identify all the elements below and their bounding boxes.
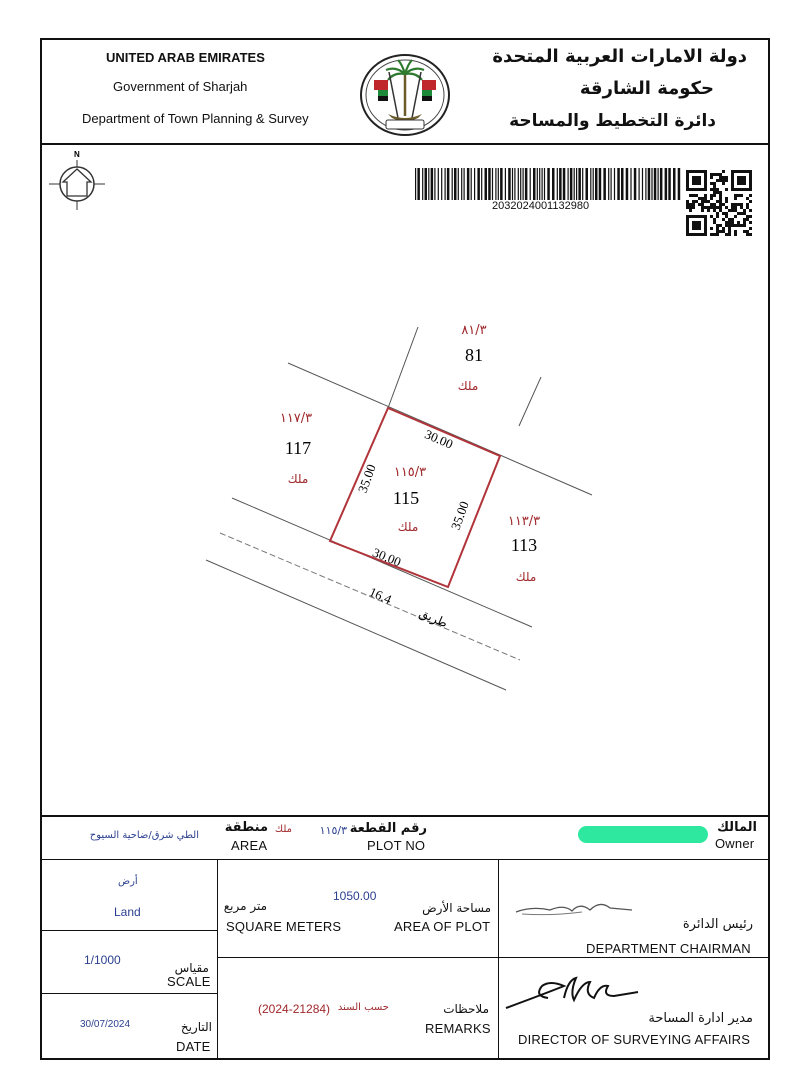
area-of-plot-label-en: AREA OF PLOT — [394, 919, 491, 934]
unit-ar: متر مربع — [223, 899, 267, 913]
government-en: Government of Sharjah — [113, 79, 248, 94]
plot-no-value: ١١٥/٣ — [319, 824, 347, 837]
date-value: 30/07/2024 — [80, 1019, 131, 1030]
area-label-ar: منطقة — [224, 820, 268, 835]
plot-no-label-en: PLOT NO — [367, 838, 426, 853]
plot-117-number-ar: ١١٧/٣ — [279, 411, 313, 426]
chairman-label-ar: رئيس الدائرة — [682, 917, 753, 932]
grid-row-divider — [40, 930, 218, 931]
remarks-value-ar: حسب السند — [337, 1002, 389, 1013]
owner-label-en: Owner — [715, 836, 755, 851]
director-label-en: DIRECTOR OF SURVEYING AFFAIRS — [518, 1032, 751, 1047]
plot-113-number: 113 — [510, 535, 538, 555]
director-signature — [504, 972, 644, 1012]
north-label: N — [74, 150, 80, 159]
road-edge — [206, 560, 506, 690]
plot-115-type: ملك — [397, 520, 419, 534]
chairman-signature — [512, 896, 636, 922]
unit-en: SQUARE METERS — [226, 919, 342, 934]
plot-81-number: 81 — [465, 345, 483, 365]
plot-113-type: ملك — [515, 570, 537, 584]
grid-divider — [498, 860, 499, 1060]
plot-top-dimension: 30.00 — [422, 426, 456, 452]
plot-left-dimension: 35.00 — [354, 462, 379, 495]
plot-no-label-ar: رقم القطعة — [349, 821, 427, 836]
land-type-en: Land — [114, 905, 141, 919]
plot-right-dimension: 35.00 — [447, 499, 472, 532]
grid-row-divider — [217, 957, 770, 958]
plot-115-number: 115 — [392, 488, 420, 508]
scale-value: 1/1000 — [84, 953, 121, 967]
barcode-number: 2032024001132980 — [492, 200, 590, 212]
scale-label-ar: مقياس — [174, 961, 209, 975]
grid-row-divider — [40, 993, 218, 994]
plot-113-number-ar: ١١٣/٣ — [507, 514, 541, 529]
plot-117-type: ملك — [287, 472, 309, 486]
date-label-en: DATE — [176, 1039, 211, 1054]
road-label-ar: طريق — [417, 605, 450, 631]
department-ar: دائرة التخطيط والمساحة — [509, 111, 716, 131]
owner-label-ar: المالك — [717, 820, 757, 835]
area-value: الطي شرق/ضاحية السيوح — [89, 830, 199, 841]
remarks-value: (2024-21284) — [258, 1002, 331, 1016]
land-type-ar: أرض — [118, 876, 138, 887]
plot-81-type: ملك — [457, 379, 479, 393]
boundary-line — [519, 377, 541, 426]
chairman-label-en: DEPARTMENT CHAIRMAN — [586, 941, 751, 956]
plan-divider — [40, 815, 770, 817]
country-en: UNITED ARAB EMIRATES — [106, 50, 265, 65]
area-of-plot-label-ar: مساحة الأرض — [422, 901, 491, 915]
date-label-ar: التاريخ — [180, 1020, 212, 1034]
department-en: Department of Town Planning & Survey — [82, 111, 309, 126]
remarks-label-en: REMARKS — [425, 1021, 491, 1036]
road-width: 16.4 — [367, 583, 394, 607]
remarks-label-ar: ملاحظات — [443, 1002, 489, 1016]
area-of-plot-value: 1050.00 — [333, 889, 377, 903]
grid-divider — [217, 860, 218, 1060]
area-label-en: AREA — [231, 838, 268, 853]
plot-81-number-ar: ٨١/٣ — [461, 323, 487, 338]
owner-name-redacted — [578, 826, 708, 843]
boundary-line — [288, 363, 592, 495]
country-ar: دولة الامارات العربية المتحدة — [492, 46, 747, 67]
government-ar: حكومة الشارقة — [579, 78, 714, 99]
boundary-line — [388, 327, 418, 408]
director-label-ar: مدير ادارة المساحة — [648, 1011, 753, 1026]
scale-label-en: SCALE — [167, 974, 211, 989]
plot-bottom-dimension: 30.00 — [370, 544, 404, 570]
owner-row-divider — [40, 859, 770, 860]
plot-type-value: ملك — [274, 824, 292, 835]
plot-115-number-ar: ١١٥/٣ — [393, 465, 427, 480]
plot-117-number: 117 — [284, 438, 312, 458]
